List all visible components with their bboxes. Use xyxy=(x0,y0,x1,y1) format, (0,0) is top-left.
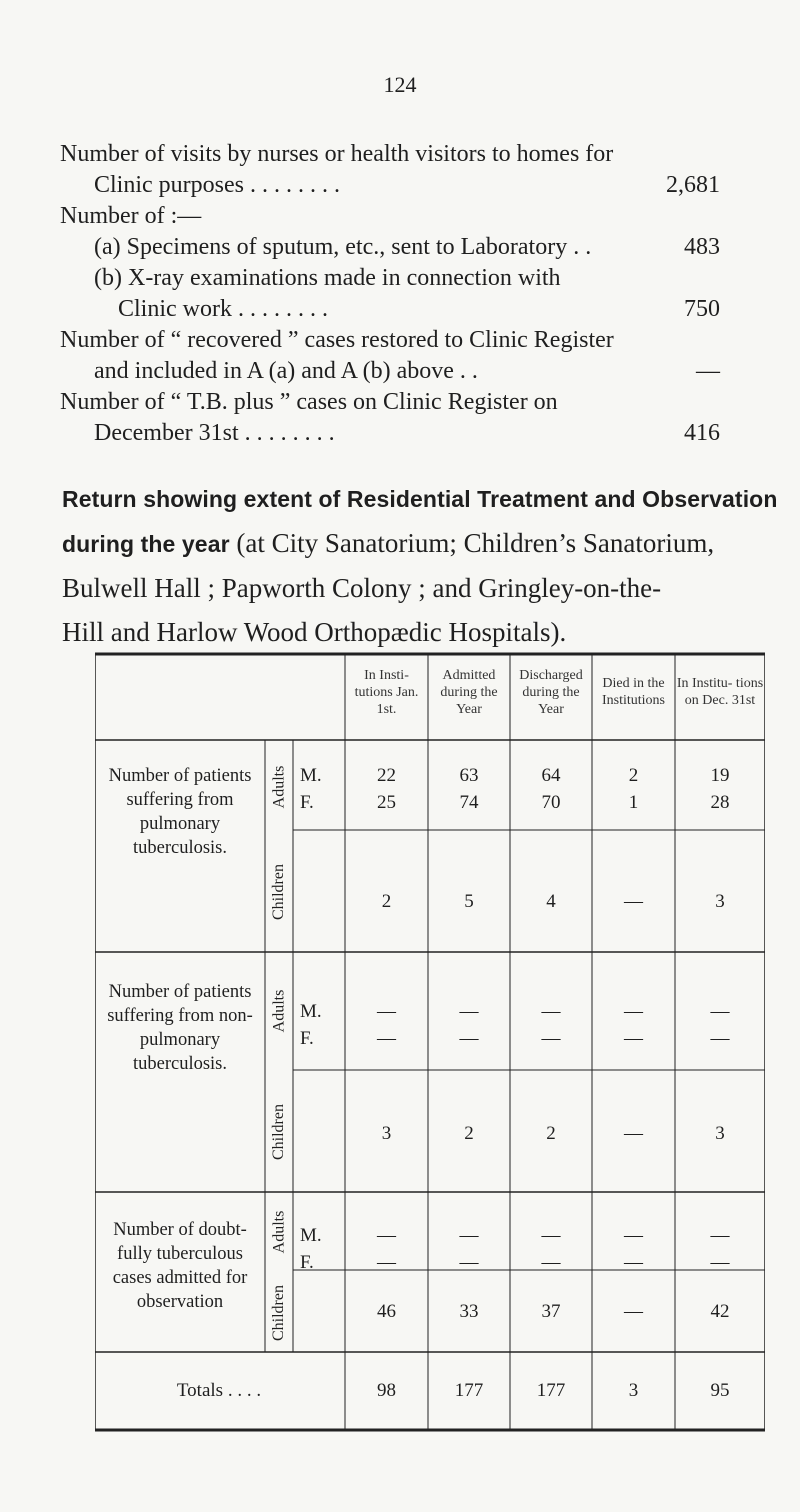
col-header-jan: In Insti- tutions Jan. 1st. xyxy=(354,667,419,717)
cell: 64 xyxy=(541,765,561,786)
summary-line-2: Clinic purposes . . . . . . . . 2,681 xyxy=(94,172,720,198)
cell: — xyxy=(459,1028,479,1049)
cell: 33 xyxy=(459,1301,479,1322)
totals-label: Totals . . . . xyxy=(176,1380,262,1401)
col-header-died: Died in the Institutions xyxy=(601,676,665,708)
male-label: M. xyxy=(300,1225,322,1246)
summary-line-3: Number of :— xyxy=(60,203,202,229)
cell: — xyxy=(541,1001,561,1022)
cell: 25 xyxy=(377,792,396,813)
summary-line-5: (b) X-ray examinations made in connection with xyxy=(94,265,561,291)
group-children-2: Children xyxy=(270,1104,287,1160)
total-cell: 3 xyxy=(628,1380,639,1401)
group-adults-1: Adults xyxy=(270,765,288,809)
cell: — xyxy=(624,1001,643,1022)
cell: 74 xyxy=(459,792,479,813)
section-label-observation: Number of doubt- fully tuberculous cases admitted for observation xyxy=(112,1220,248,1312)
total-cell: 177 xyxy=(454,1380,484,1401)
group-adults-2: Adults xyxy=(270,989,288,1033)
cell: 3 xyxy=(381,1123,392,1144)
cell: — xyxy=(377,1252,396,1273)
heading-line-3: Bulwell Hall ; Papworth Colony ; and Gringley-on-the- xyxy=(62,573,662,603)
col-header-admitted: Admitted during the Year xyxy=(440,667,498,717)
cell: — xyxy=(377,1001,396,1022)
cell: — xyxy=(541,1252,561,1273)
summary-line-7: Number of “ recovered ” cases restored to Clinic Register xyxy=(60,327,614,353)
female-label: F. xyxy=(300,1028,314,1049)
cell: — xyxy=(624,1301,643,1322)
cell: — xyxy=(459,1001,479,1022)
cell: — xyxy=(459,1252,479,1273)
heading-bold-lead: during the year xyxy=(62,531,230,557)
male-label: M. xyxy=(300,1001,322,1022)
cell: 37 xyxy=(541,1301,561,1322)
cell: — xyxy=(624,1123,643,1144)
total-cell: 95 xyxy=(710,1380,730,1401)
summary-line-8: and included in A (a) and A (b) above . . — xyxy=(94,358,720,384)
page-number: 124 xyxy=(383,72,417,97)
summary-line-1: Number of visits by nurses or health visitors to homes for xyxy=(60,141,614,167)
cell: — xyxy=(624,1028,643,1049)
summary-line-4: (a) Specimens of sputum, etc., sent to Laboratory . . 483 xyxy=(94,234,720,260)
summary-line-6: Clinic work . . . . . . . . 750 xyxy=(118,296,720,322)
cell: — xyxy=(377,1225,396,1246)
cell: 28 xyxy=(710,792,730,813)
summary-line-10: December 31st . . . . . . . . 416 xyxy=(94,420,720,446)
cell: 19 xyxy=(710,765,730,786)
cell: — xyxy=(624,1252,643,1273)
section-label-non-pulmonary: Number of patients suffering from non-pulmonary tuberculosis. xyxy=(107,982,253,1074)
section-label-pulmonary: Number of patients suffering from pulmonary tuberculosis. xyxy=(108,766,252,858)
group-children-1: Children xyxy=(270,864,287,920)
cell: — xyxy=(710,1225,730,1246)
table-heading xyxy=(62,476,778,654)
cell: 2 xyxy=(546,1123,556,1144)
treatment-table xyxy=(95,652,765,1512)
cell: — xyxy=(541,1028,561,1049)
cell: 5 xyxy=(464,891,474,912)
heading-line-4: Hill and Harlow Wood Orthopædic Hospitals). xyxy=(62,617,567,647)
cell: — xyxy=(459,1225,479,1246)
female-label: F. xyxy=(300,1252,314,1273)
cell: — xyxy=(710,1001,730,1022)
heading-line-2: (at City Sanatorium; Children’s Sanatorium, xyxy=(236,528,715,558)
cell: 2 xyxy=(628,765,639,786)
cell: 2 xyxy=(464,1123,474,1144)
cell: 42 xyxy=(710,1301,730,1322)
col-header-dec: In Institu- tions on Dec. 31st xyxy=(676,676,764,708)
col-header-discharged: Discharged during the Year xyxy=(519,667,583,717)
male-label: M. xyxy=(300,765,322,786)
cell: 46 xyxy=(377,1301,396,1322)
cell: 4 xyxy=(546,891,556,912)
total-cell: 177 xyxy=(536,1380,566,1401)
cell: 1 xyxy=(628,792,639,813)
female-label: F. xyxy=(300,792,314,813)
cell: — xyxy=(710,1028,730,1049)
cell: 63 xyxy=(459,765,479,786)
total-cell: 98 xyxy=(377,1380,396,1401)
cell: — xyxy=(710,1252,730,1273)
cell: 2 xyxy=(381,891,392,912)
cell: — xyxy=(377,1028,396,1049)
cell: 70 xyxy=(541,792,561,813)
group-children-3: Children xyxy=(270,1285,287,1341)
summary-line-9: Number of “ T.B. plus ” cases on Clinic Register on xyxy=(60,389,558,415)
cell: — xyxy=(624,1225,643,1246)
group-adults-3: Adults xyxy=(270,1210,288,1254)
cell: 22 xyxy=(377,765,396,786)
cell: 3 xyxy=(715,891,725,912)
cell: — xyxy=(541,1225,561,1246)
heading-bold-line: Return showing extent of Residential Treatment and Observation xyxy=(62,486,778,512)
cell: 3 xyxy=(715,1123,725,1144)
cell: — xyxy=(624,891,643,912)
